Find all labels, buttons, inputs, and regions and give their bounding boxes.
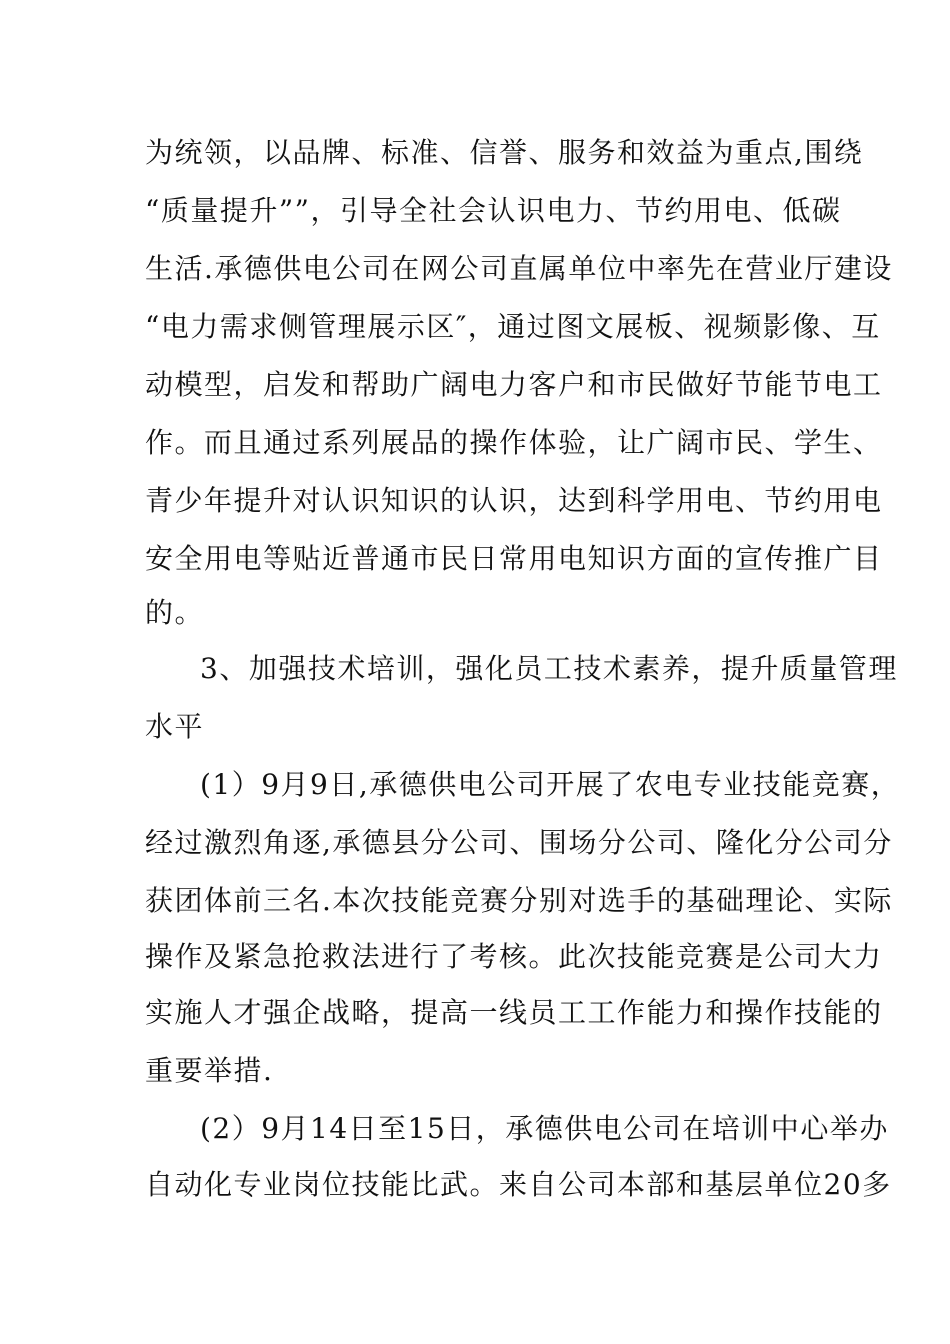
text-line: 生活.承德供电公司在网公司直属单位中率先在营业厅建设	[145, 252, 893, 285]
text-line: 经过激烈角逐,承德县分公司、围场分公司、隆化分公司分	[145, 826, 893, 859]
section-heading-continued: 水平	[145, 710, 205, 743]
text-line: “电力需求侧管理展示区″，通过图文展板、视频影像、互	[145, 310, 881, 343]
text-line: 操作及紧急抢救法进行了考核。此次技能竞赛是公司大力	[145, 940, 883, 973]
text-line: (2）9月14日至15日，承德供电公司在培训中心举办	[200, 1112, 889, 1145]
text-line: 实施人才强企战略，提高一线员工工作能力和操作技能的	[145, 996, 883, 1029]
text-line: (1）9月9日,承德供电公司开展了农电专业技能竞赛，	[200, 768, 901, 801]
text-line: 重要举措.	[145, 1054, 274, 1087]
text-line: 动模型，启发和帮助广阔电力客户和市民做好节能节电工	[145, 368, 883, 401]
text-line: 为统领，以品牌、标准、信誉、服务和效益为重点,围绕	[145, 136, 864, 169]
text-line: 作。而且通过系列展品的操作体验，让广阔市民、学生、	[145, 426, 883, 459]
text-line: 自动化专业岗位技能比武。来自公司本部和基层单位20多	[145, 1168, 892, 1201]
text-line: “质量提升””，引导全社会认识电力、节约用电、低碳	[145, 194, 842, 227]
section-heading: 3、加强技术培训，强化员工技术素养，提升质量管理	[200, 652, 898, 685]
text-line: 安全用电等贴近普通市民日常用电知识方面的宣传推广目	[145, 542, 883, 575]
text-line: 的。	[145, 596, 205, 629]
text-line: 获团体前三名.本次技能竞赛分别对选手的基础理论、实际	[145, 884, 893, 917]
text-line: 青少年提升对认识知识的认识，达到科学用电、节约用电	[145, 484, 883, 517]
